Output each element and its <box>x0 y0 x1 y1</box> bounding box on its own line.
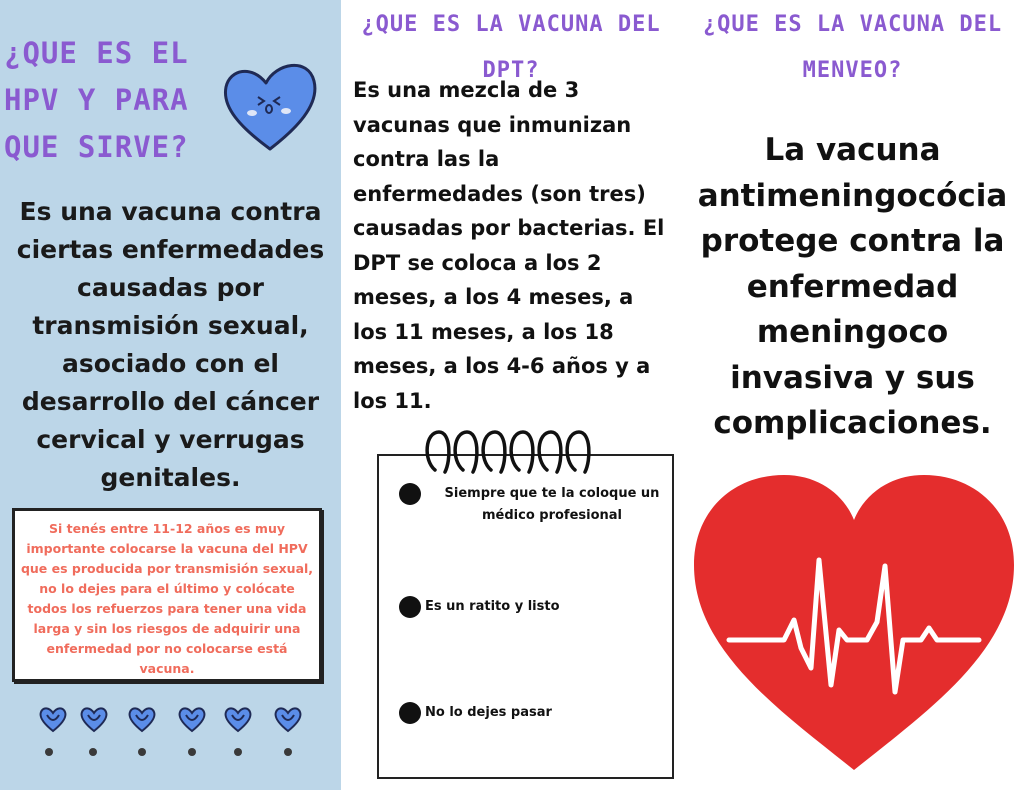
small-heart-icon <box>176 704 208 734</box>
heart-face-icon <box>220 57 320 157</box>
decor-dot <box>284 748 292 756</box>
menveo-title: ¿QUE ES LA VACUNA DEL MENVEO? <box>702 12 1003 83</box>
panel-hpv <box>0 0 341 790</box>
decor-dot <box>89 748 97 756</box>
decor-dot <box>138 748 146 756</box>
bullet-dot-icon <box>399 483 421 505</box>
small-heart-icon <box>126 704 158 734</box>
small-heart-icon <box>272 704 304 734</box>
menveo-description: La vacuna antimeningocócia protege contra la enfermedad meningoco invasiva y sus complicaciones. <box>697 132 1008 441</box>
small-heart-icon <box>37 704 69 734</box>
notepad-spiral-icon <box>415 420 615 480</box>
small-heart-icon <box>78 704 110 734</box>
bullet-item: Siempre que te la coloque un médico profesional <box>399 483 679 527</box>
bullet-item: Es un ratito y listo <box>399 596 679 618</box>
heartbeat-heart-icon <box>689 470 1019 775</box>
hpv-title: ¿QUE ES EL HPV Y PARA QUE SIRVE? <box>4 36 189 164</box>
hpv-note-text: Si tenés entre 11-12 años es muy importante colocarse la vacuna del HPV que es producida por transmisión sexual, no lo dejes para el último y colócate todos los refuerzos para tener una vida larga y sin los riesgos de adquirir una enfermedad por no colocarse está vacuna. <box>20 521 314 676</box>
decor-dot <box>45 748 53 756</box>
hpv-description: Es una vacuna contra ciertas enfermedades causadas por transmisión sexual, asociado con el desarrollo del cáncer cervical y verrugas genitales. <box>16 197 325 492</box>
dpt-description: Es una mezcla de 3 vacunas que inmunizan contra las la enfermedades (son tres) causadas por bacterias. El DPT se coloca a los 2 meses, a los 4 meses, a los 11 meses, a los 18 meses, a los 4-6 años y a los 11. <box>353 78 665 413</box>
dpt-title: ¿QUE ES LA VACUNA DEL DPT? <box>361 12 661 83</box>
bullet-item: No lo dejes pasar <box>399 702 679 724</box>
bullet-dot-icon <box>399 702 421 724</box>
hpv-note-box <box>12 508 322 682</box>
decor-dot <box>234 748 242 756</box>
notepad-card <box>377 454 674 779</box>
decor-dot <box>188 748 196 756</box>
panel-menveo <box>681 0 1024 790</box>
panel-dpt <box>341 0 681 790</box>
bullet-dot-icon <box>399 596 421 618</box>
small-heart-icon <box>222 704 254 734</box>
